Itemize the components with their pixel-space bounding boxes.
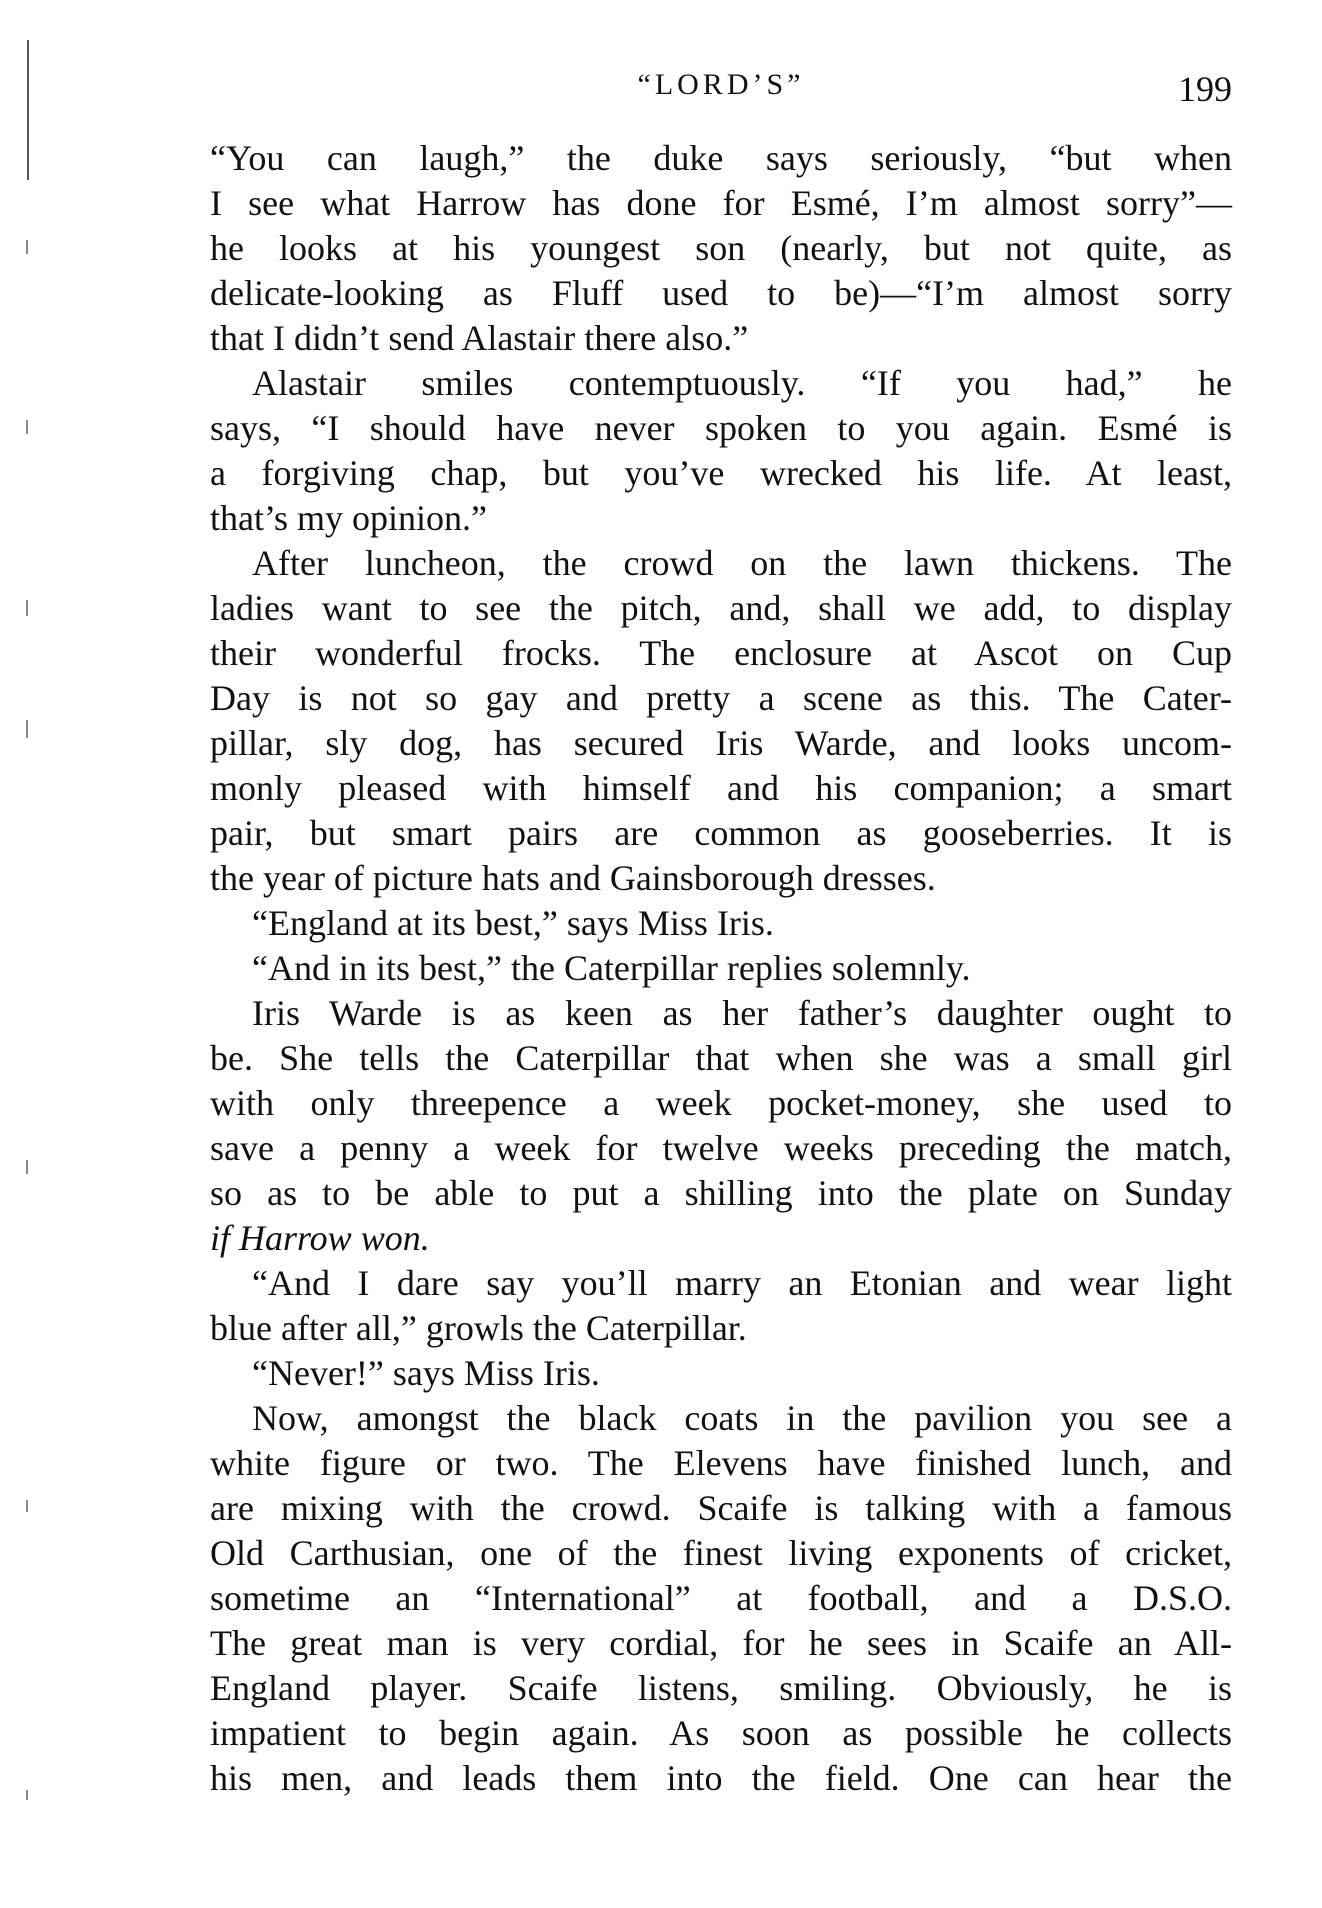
page-number: 199 (1178, 69, 1232, 109)
text-line: his men, and leads them into the field. One can hear the (210, 1758, 1232, 1798)
text-line: After luncheon, the crowd on the lawn thickens. The (252, 543, 1232, 583)
binding-mark (26, 1790, 28, 1800)
binding-mark (26, 720, 28, 738)
text-line: delicate-looking as Fluff used to be)—“I’m almost sorry (210, 273, 1232, 313)
binding-mark (26, 240, 28, 254)
text-line: sometime an “International” at football, and a D.S.O. (210, 1578, 1232, 1618)
page-header (210, 68, 1232, 118)
text-line: their wonderful frocks. The enclosure at Ascot on Cup (210, 633, 1232, 673)
binding-mark (26, 420, 28, 434)
binding-mark (26, 1500, 28, 1512)
text-line: “And I dare say you’ll marry an Etonian and wear light (252, 1263, 1232, 1303)
text-line: a forgiving chap, but you’ve wrecked his life. At least, (210, 453, 1232, 493)
text-line: that I didn’t send Alastair there also.” (210, 318, 749, 358)
text-line: monly pleased with himself and his companion; a smart (210, 768, 1232, 808)
body-text (210, 136, 1232, 1801)
text-line: says, “I should have never spoken to you again. Esmé is (210, 408, 1232, 448)
text-line: pillar, sly dog, has secured Iris Warde, and looks uncom- (210, 723, 1232, 763)
binding-edge-line (27, 40, 29, 180)
text-line: so as to be able to put a shilling into the plate on Sunday (210, 1173, 1232, 1213)
text-line: impatient to begin again. As soon as possible he collects (210, 1713, 1232, 1753)
binding-mark (26, 600, 28, 616)
text-line: ladies want to see the pitch, and, shall we add, to display (210, 588, 1232, 628)
text-line: Old Carthusian, one of the finest living exponents of cricket, (210, 1533, 1232, 1573)
text-line-italic: if Harrow won. (210, 1218, 430, 1258)
text-line: are mixing with the crowd. Scaife is talking with a famous (210, 1488, 1232, 1528)
text-line: white figure or two. The Elevens have finished lunch, and (210, 1443, 1232, 1483)
text-line: England player. Scaife listens, smiling. Obviously, he is (210, 1668, 1232, 1708)
text-line: that’s my opinion.” (210, 498, 487, 538)
text-line: The great man is very cordial, for he sees in Scaife an All- (210, 1623, 1232, 1663)
text-line: pair, but smart pairs are common as gooseberries. It is (210, 813, 1232, 853)
text-line: Alastair smiles contemptuously. “If you had,” he (252, 363, 1232, 403)
text-line: “Never!” says Miss Iris. (252, 1353, 600, 1393)
text-line: “And in its best,” the Caterpillar replies solemnly. (252, 948, 971, 988)
text-line: blue after all,” growls the Caterpillar. (210, 1308, 747, 1348)
text-line: “You can laugh,” the duke says seriously, “but when (210, 138, 1232, 178)
text-line: with only threepence a week pocket-money, she used to (210, 1083, 1232, 1123)
text-line: save a penny a week for twelve weeks preceding the match, (210, 1128, 1232, 1168)
text-line: “England at its best,” says Miss Iris. (252, 903, 774, 943)
text-line: Iris Warde is as keen as her father’s daughter ought to (252, 993, 1232, 1033)
text-line: Now, amongst the black coats in the pavilion you see a (252, 1398, 1232, 1438)
text-line: I see what Harrow has done for Esmé, I’m almost sorry”— (210, 183, 1232, 223)
text-line: he looks at his youngest son (nearly, but not quite, as (210, 228, 1232, 268)
text-line: Day is not so gay and pretty a scene as this. The Cater- (210, 678, 1232, 718)
text-line: be. She tells the Caterpillar that when she was a small girl (210, 1038, 1232, 1078)
binding-mark (26, 1160, 28, 1174)
running-head: “LORD’S” (637, 68, 805, 101)
text-line: the year of picture hats and Gainsborough dresses. (210, 858, 936, 898)
